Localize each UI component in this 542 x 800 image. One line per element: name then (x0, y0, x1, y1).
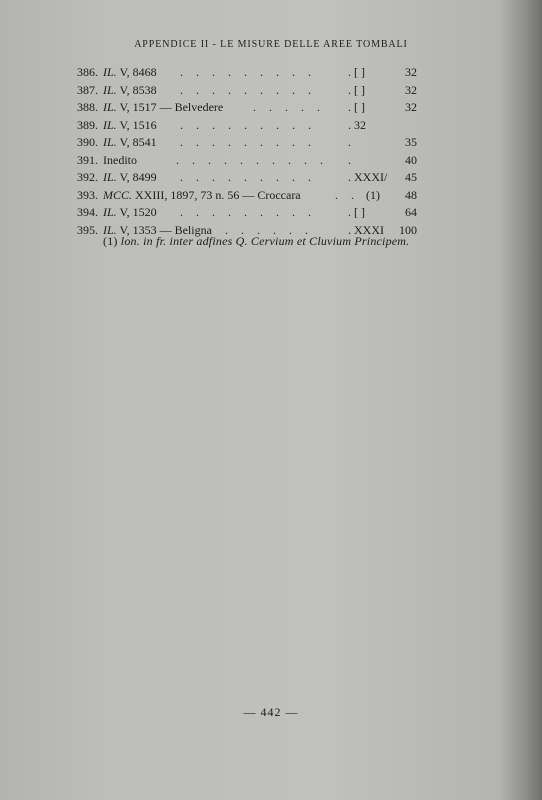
entry-reference (103, 99, 223, 116)
reference-text: V, 8499 (119, 170, 157, 184)
source-abbreviation: IL. (103, 170, 117, 184)
reference-text: Inedito (103, 152, 137, 167)
list-item (0, 82, 542, 99)
entry-number: 392. (77, 170, 98, 184)
source-abbreviation: IL. (103, 205, 117, 219)
entry-reference (103, 82, 157, 99)
entry-code: . [ ] (348, 65, 365, 79)
footnote-text: lon. in fr. inter adfines Q. Cervium et Cluvium Principem. (120, 234, 410, 248)
list-item (0, 99, 542, 116)
entry-reference (103, 204, 157, 221)
entry-code: . (348, 135, 351, 149)
entry-page: 32 (405, 65, 417, 79)
reference-text: V, 8538 (119, 82, 157, 97)
list-item (0, 169, 542, 186)
entry-page: 32 (405, 82, 417, 97)
reference-text: V, 8541 (119, 135, 157, 149)
source-abbreviation: IL. (103, 100, 117, 114)
list-item (0, 64, 542, 81)
entry-number: 393. (77, 187, 98, 202)
list-item (0, 152, 542, 169)
entry-number: 395. (77, 222, 98, 237)
entry-page: 48 (405, 187, 417, 202)
entry-page: 35 (405, 135, 417, 149)
source-abbreviation: IL. (103, 222, 117, 237)
footnote-mark: (1) (103, 234, 118, 248)
entry-page: 64 (405, 205, 417, 219)
leader-dots: . . . . . . . . . (180, 135, 311, 149)
entry-code: . XXXI (348, 222, 384, 237)
entry-number: 394. (77, 205, 98, 219)
leader-dots: . . . . . . . . . (180, 82, 311, 97)
reference-text: V, 1517 — Belvedere (119, 100, 224, 114)
list-item (0, 134, 542, 151)
running-header: APPENDICE II - LE MISURE DELLE AREE TOMBALI (134, 39, 408, 50)
source-abbreviation: IL. (103, 65, 117, 79)
source-abbreviation: MCC. (103, 187, 133, 202)
reference-text: V, 1516 (119, 117, 157, 132)
entry-page: 40 (405, 152, 417, 167)
leader-dots: . . . . . . . . . (180, 170, 311, 184)
entry-page: 45 (405, 170, 417, 184)
reference-text: V, 8468 (119, 65, 157, 79)
leader-dots: . . . . . . (225, 222, 308, 237)
entry-reference (103, 134, 157, 151)
entry-code: . XXXI/ (348, 170, 388, 184)
entry-reference (103, 152, 137, 169)
entry-reference (103, 187, 301, 204)
entry-code: . [ ] (348, 100, 365, 114)
footnote (103, 234, 409, 249)
source-abbreviation: IL. (103, 117, 117, 132)
list-item (0, 187, 542, 204)
entry-reference (103, 117, 157, 134)
entry-code: . 32 (348, 117, 366, 132)
entry-page: 32 (405, 100, 417, 114)
entry-code: . [ ] (348, 82, 365, 97)
list-item (0, 204, 542, 221)
entry-number: 390. (77, 135, 98, 149)
entry-number: 391. (77, 152, 98, 167)
reference-text: V, 1520 (119, 205, 157, 219)
reference-text: XXIII, 1897, 73 n. 56 — Croccara (135, 187, 301, 202)
leader-dots: . . . . . . . . . . (176, 152, 323, 167)
entry-number: 387. (77, 82, 98, 97)
leader-dots: . . . . . . . . . (180, 117, 311, 132)
entry-reference (103, 64, 157, 81)
reference-text: V, 1353 — Beligna (119, 222, 212, 237)
leader-dots: . . . . . . . . . (180, 205, 311, 219)
entry-code: . (348, 152, 351, 167)
entry-code: (1) (366, 187, 380, 202)
entry-reference (103, 169, 157, 186)
source-abbreviation: IL. (103, 82, 117, 97)
entry-page: 100 (399, 222, 417, 237)
source-abbreviation: IL. (103, 135, 117, 149)
entry-number: 388. (77, 100, 98, 114)
leader-dots: . . . . . . . . . (180, 65, 311, 79)
leader-dots: . . . . . (253, 100, 320, 114)
leader-dots: . . (335, 187, 354, 202)
entry-code: . [ ] (348, 205, 365, 219)
entry-number: 386. (77, 65, 98, 79)
list-item (0, 117, 542, 134)
entry-number: 389. (77, 117, 98, 132)
page-number: — 442 — (243, 705, 299, 719)
